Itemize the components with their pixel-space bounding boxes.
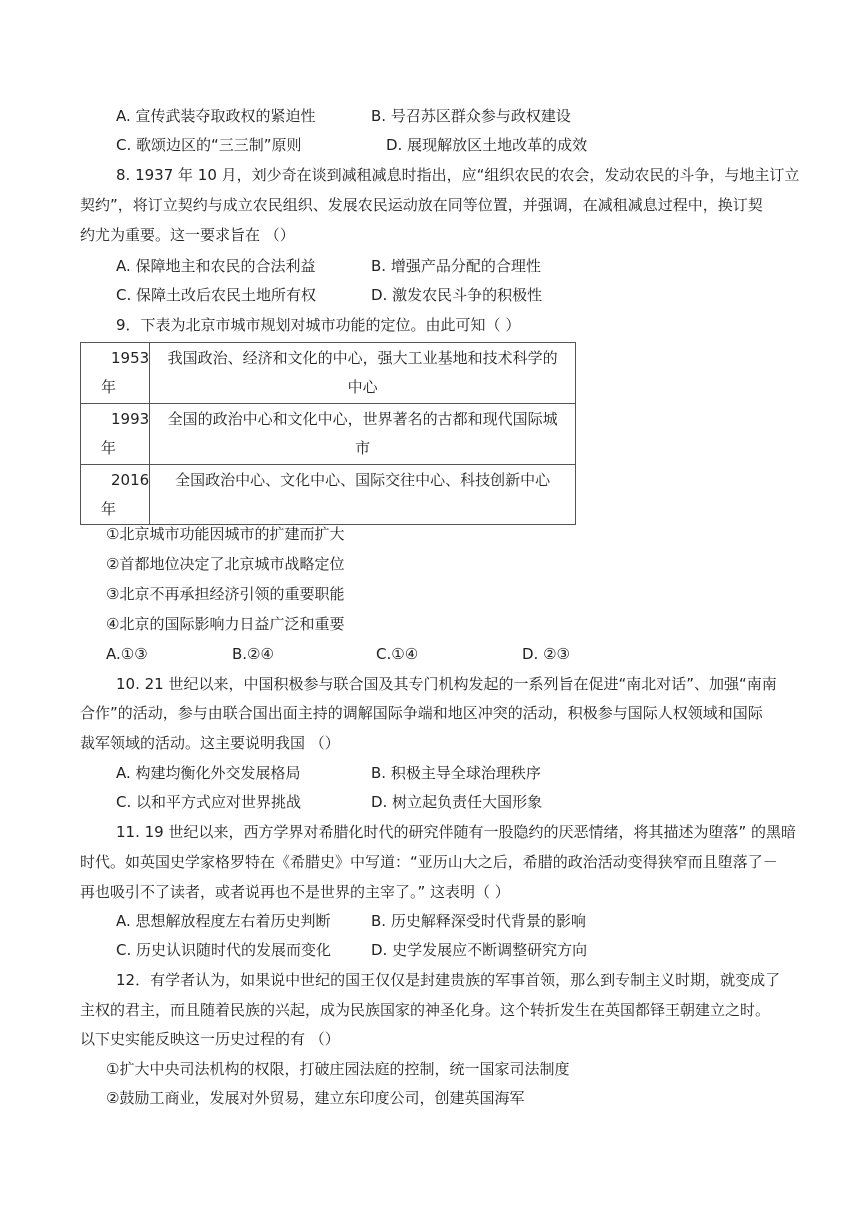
year-unit: 年 <box>101 439 117 457</box>
q8-option-c: C. 保障土改后农民土地所有权 <box>116 286 317 304</box>
q8-option-d: D. 激发农民斗争的积极性 <box>371 286 543 304</box>
q7-option-a: A. 宣传武装夺取政权的紧迫性 <box>116 107 316 125</box>
q12-stem-line2: 主权的君主，而且随着民族的兴起，成为民族国家的神圣化身。这个转折发生在英国都铎王朝建立之时。 <box>80 1001 771 1019</box>
q8-option-b: B. 增强产品分配的合理性 <box>371 257 541 275</box>
q9-statement-3: ③北京不再承担经济引领的重要职能 <box>106 585 345 603</box>
year-number: 1993 <box>111 410 150 428</box>
year-number: 1953 <box>111 349 150 367</box>
year-number: 2016 <box>111 471 150 489</box>
city-function-table <box>80 342 576 525</box>
desc-line2: 中心 <box>347 378 378 396</box>
table-row <box>81 404 576 465</box>
desc-line1: 全国的政治中心和文化中心，世界著名的古都和现代国际城 <box>167 410 558 428</box>
q11-option-b: B. 历史解释深受时代背景的影响 <box>371 912 586 930</box>
q11-stem-line3: 再也吸引不了读者，或者说再也不是世界的主宰了。” 这表明（ ） <box>80 883 510 901</box>
q9-option-d: D. ②③ <box>522 645 570 663</box>
q11-stem-line1: 11. 19 世纪以来，西方学界对希腊化时代的研究伴随有一股隐约的厌恶情绪，将其描述为堕落” 的黑暗 <box>116 823 797 841</box>
q9-option-a: A.①③ <box>106 645 148 663</box>
table-desc-cell <box>150 404 576 465</box>
q9-option-c: C.①④ <box>376 645 419 663</box>
table-desc-cell <box>150 465 576 525</box>
year-unit: 年 <box>101 500 117 518</box>
q8-stem-line2: 契约”，将订立契约与成立农民组织、发展农民运动放在同等位置，并强调，在减租减息过程中，换订契 <box>80 196 763 214</box>
table-desc-cell <box>150 343 576 404</box>
desc-line1: 我国政治、经济和文化的中心，强大工业基地和技术科学的 <box>167 349 558 367</box>
q8-stem-line3: 约尤为重要。这一要求旨在 （） <box>80 226 295 244</box>
table-row <box>81 343 576 404</box>
q10-option-d: D. 树立起负责任大国形象 <box>371 793 543 811</box>
q10-option-c: C. 以和平方式应对世界挑战 <box>116 793 302 811</box>
q11-option-a: A. 思想解放程度左右着历史判断 <box>116 912 331 930</box>
q7-option-b: B. 号召苏区群众参与政权建设 <box>371 107 571 125</box>
desc-line1: 全国政治中心、文化中心、国际交往中心、科技创新中心 <box>175 471 551 489</box>
q10-stem-line1: 10. 21 世纪以来，中国积极参与联合国及其专门机构发起的一系列旨在促进“南北对话”、加强“南南 <box>116 675 777 693</box>
q7-option-d: D. 展现解放区土地改革的成效 <box>386 136 588 154</box>
q10-stem-line3: 裁军领域的活动。这主要说明我国 （） <box>80 734 340 752</box>
q9-statement-4: ④北京的国际影响力日益广泛和重要 <box>106 615 345 633</box>
q12-stem-line1: 12．有学者认为，如果说中世纪的国王仅仅是封建贵族的军事首领，那么到专制主义时期，就变成了 <box>116 971 781 989</box>
table-row <box>81 465 576 525</box>
q10-option-a: A. 构建均衡化外交发展格局 <box>116 764 301 782</box>
q9-statement-2: ②首都地位决定了北京城市战略定位 <box>106 555 345 573</box>
q10-stem-line2: 合作”的活动，参与由联合国出面主持的调解国际争端和地区冲突的活动，积极参与国际人权领域和国际 <box>80 704 763 722</box>
desc-line2: 市 <box>355 439 371 457</box>
q11-option-c: C. 历史认识随时代的发展而变化 <box>116 941 332 959</box>
q7-option-c: C. 歌颂边区的“三三制”原则 <box>116 136 302 154</box>
year-unit: 年 <box>101 378 117 396</box>
table-year-cell <box>81 465 150 525</box>
q9-statement-1: ①北京城市功能因城市的扩建而扩大 <box>106 525 345 543</box>
q8-option-a: A. 保障地主和农民的合法利益 <box>116 257 316 275</box>
q11-stem-line2: 时代。如英国史学家格罗特在《希腊史》中写道：“亚历山大之后，希腊的政治活动变得狭窄而且堕落了－ <box>80 853 778 871</box>
q12-stem-line3: 以下史实能反映这一历史过程的有 （） <box>80 1030 340 1048</box>
q11-option-d: D. 史学发展应不断调整研究方向 <box>371 941 588 959</box>
q12-statement-2: ②鼓励工商业，发展对外贸易，建立东印度公司，创建英国海军 <box>106 1089 525 1107</box>
q9-option-b: B.②④ <box>232 645 274 663</box>
q10-option-b: B. 积极主导全球治理秩序 <box>371 764 541 782</box>
table-year-cell <box>81 343 150 404</box>
q9-stem: 9．下表为北京市城市规划对城市功能的定位。由此可知（ ） <box>116 316 521 334</box>
table-year-cell <box>81 404 150 465</box>
q8-stem-line1: 8. 1937 年 10 月，刘少奇在谈到减租减息时指出，应“组织农民的农会，发动农民的斗争，与地主订立 <box>116 166 800 184</box>
q12-statement-1: ①扩大中央司法机构的权限，打破庄园法庭的控制，统一国家司法制度 <box>106 1060 570 1078</box>
